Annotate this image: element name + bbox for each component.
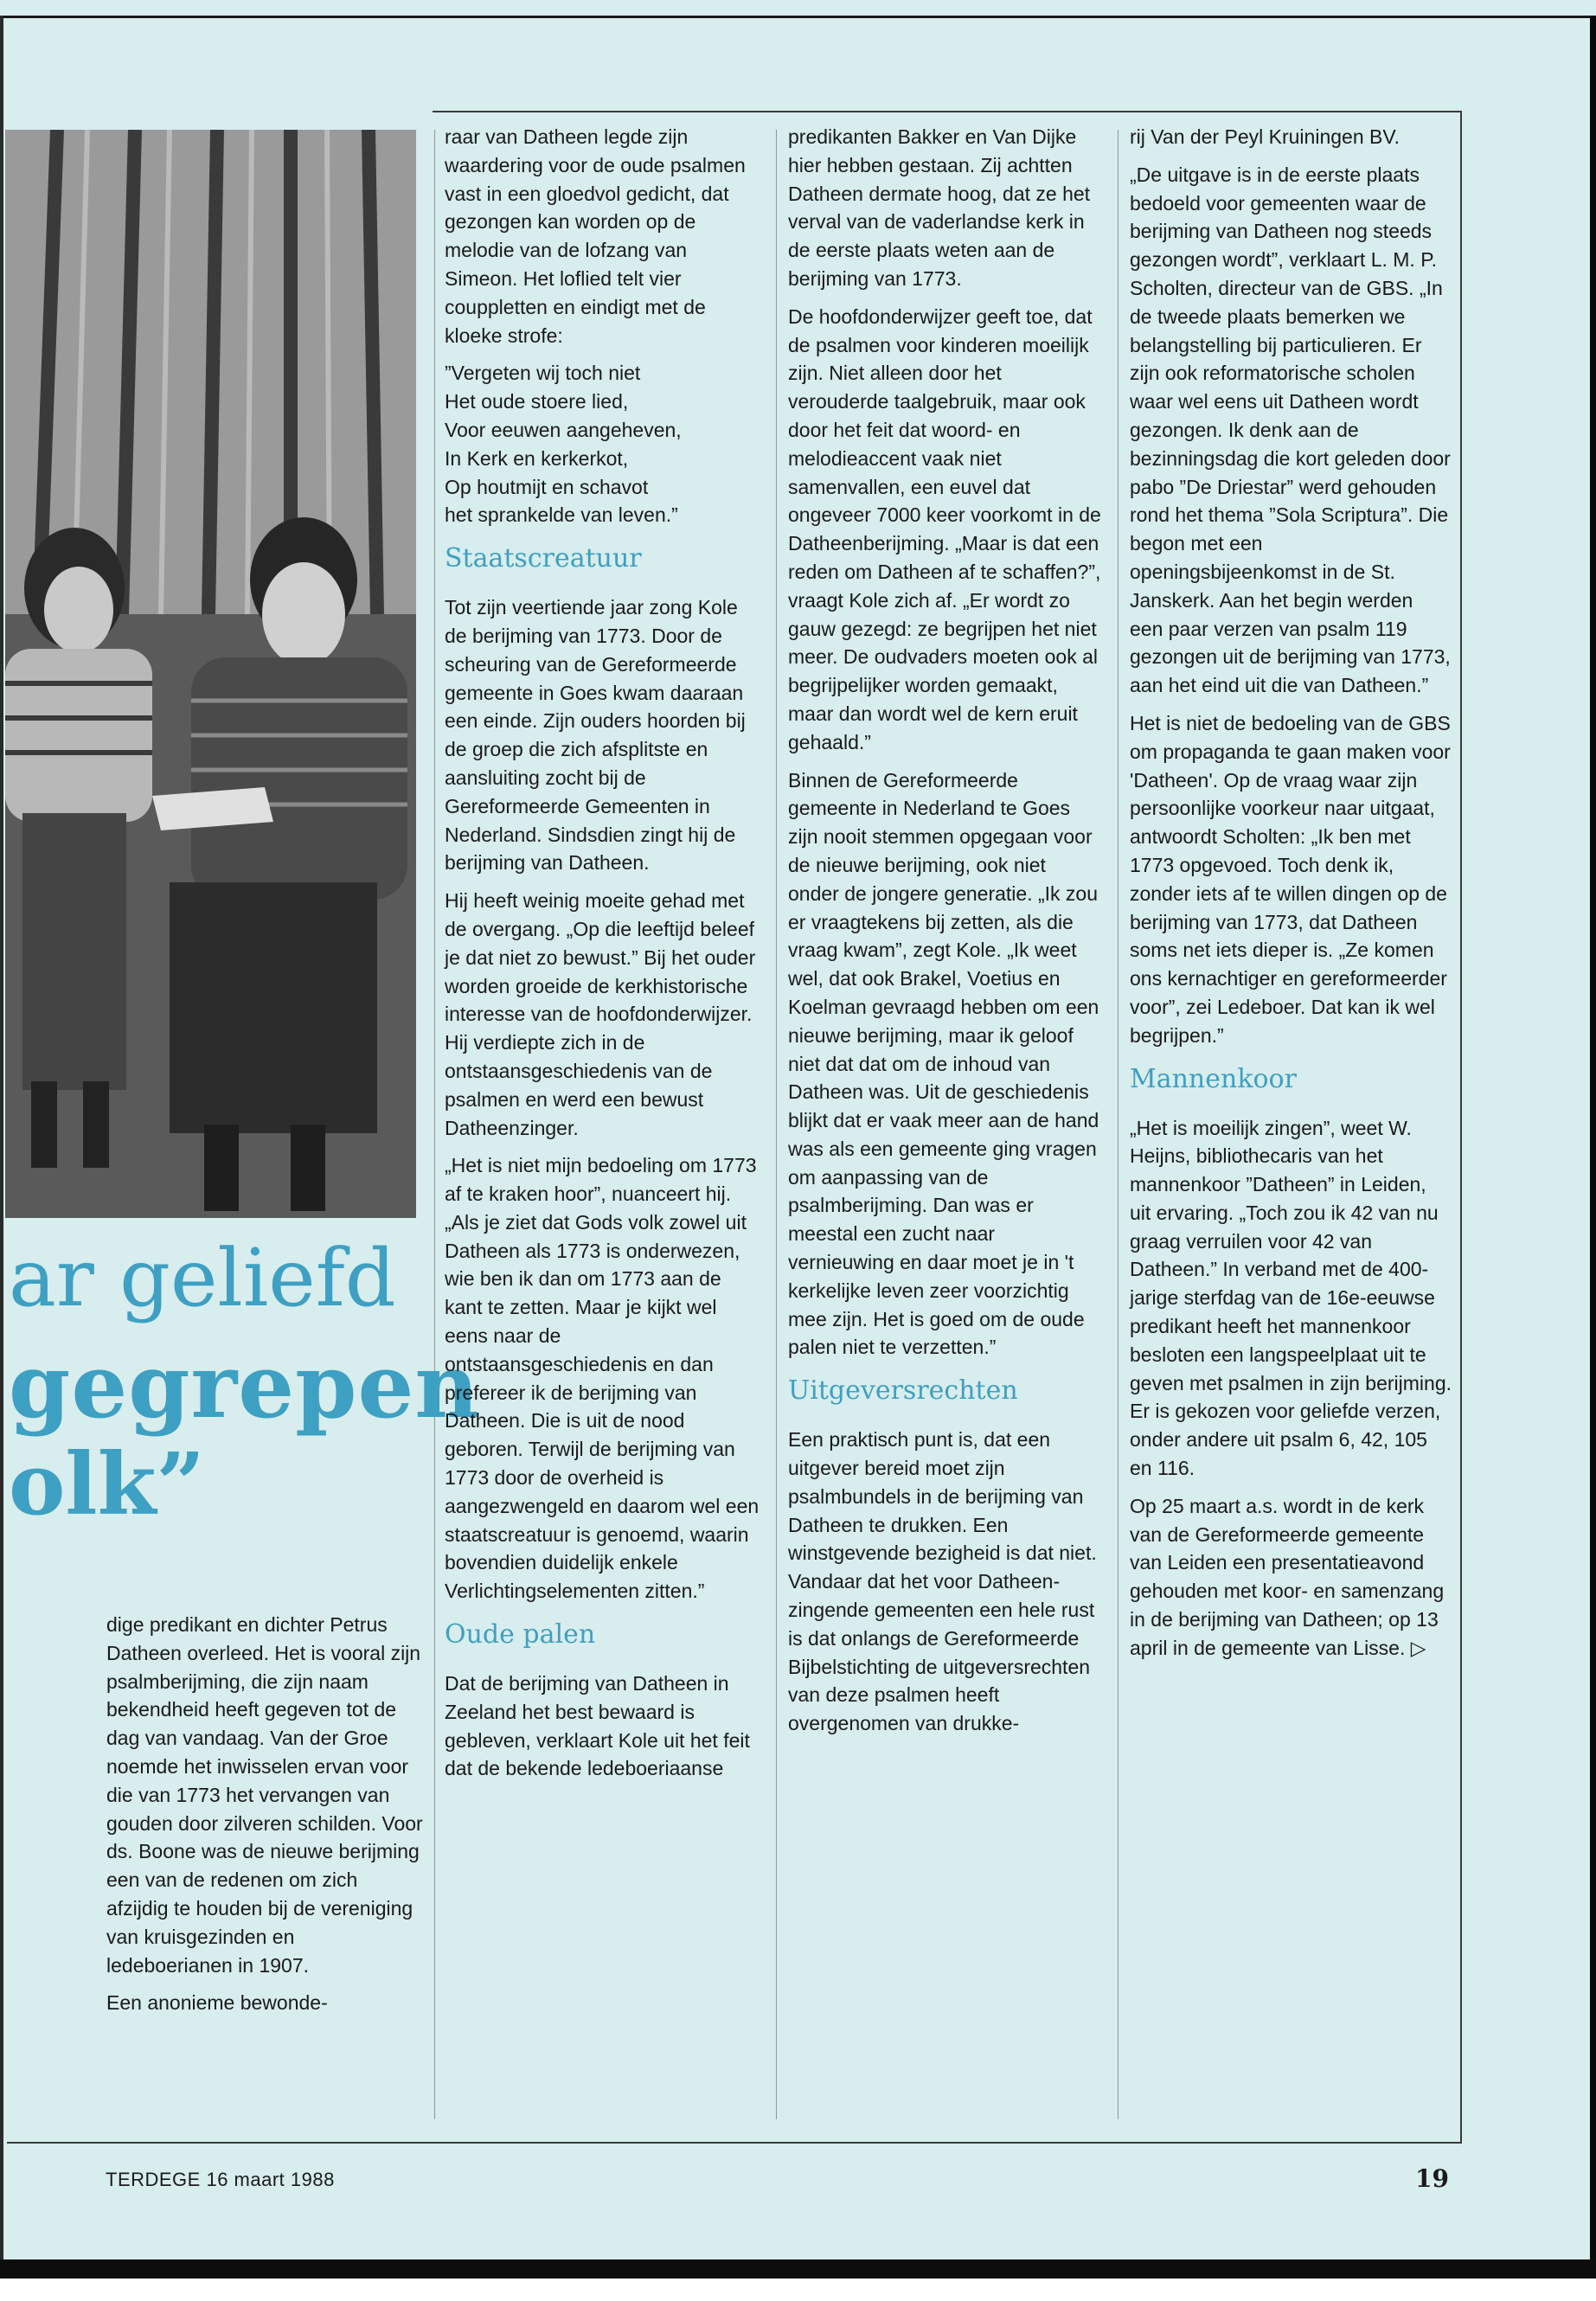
paragraph: „Het is niet mijn bedoeling om 1773 af te kraken hoor”, nuanceert hij. „Als je ziet dat Gods volk zowel uit Datheen als 1773 is onderwezen, wie ben ik dan om 1773 aan de kant te zetten. Maar je kijkt wel eens naar de ontstaansgeschiedenis en dan prefereer ik de berijming van Datheen. Die is uit de nood geboren. Terwijl de berijming van 1773 door de overheid is aangezwengeld en daarom wel een staatscreatuur is genoemd, waarin bovendien duidelijk enkele Verlichtingselementen zitten.” [445,1154,760,1603]
page-number: 19 [1415,2164,1449,2193]
paragraph: Op 25 maart a.s. wordt in de kerk van de Gereformeerde gemeente van Leiden een presentatieavond gehouden met koor- en samenzang in de berijming van Datheen; op 13 april in de gemeente van Lisse. ▷ [1130,1494,1445,1659]
paragraph: Hij heeft weinig moeite gehad met de overgang. „Op die leeftijd beleef je dat niet zo bewust.” Bij het ouder worden groeide de kerkhistorische interesse van de hoofdonderwijzer. Hij verdiepte zich in de ontstaansgeschiedenis van de psalmen en werd een bewust Datheenzinger. [445,889,756,1139]
paragraph: Een praktisch punt is, dat een uitgever bereid moet zijn psalmbundels in de berijming van Datheen te drukken. Een winstgevende bezigheid is dat niet. Vandaar dat het voor Datheen-zingende gemeenten een hele rust is dat onlangs de Gereformeerde Bijbelstichting de uitgeversrechten van deze psalmen heeft overgenomen van drukke- [788,1428,1097,1735]
page-left-edge [0,16,3,2273]
headline-line-2: gegrepen [9,1335,480,1439]
paragraph: Tot zijn veertiende jaar zong Kole de berijming van 1773. Door de scheuring van de Gereformeerde gemeente in Goes kwam daaraan een einde. Zijn ouders hoorden bij de groep die zich afsplitste en aansluiting zocht bij de Gereformeerde Gemeenten in Nederland. Sindsdien zingt hij de berijming van Datheen. [445,596,746,875]
paragraph: dige predikant en dichter Petrus Datheen overleed. Het is vooral zijn psalmberijming, die zijn naam bekendheid heeft gegeven tot de dag van vandaag. Van der Groe noemde het inwisselen ervan voor die van 1773 het vervangen van gouden door zilveren schilden. Voor ds. Boone was de nieuwe berijming een van de redenen om zich afzijdig te houden bij de vereniging van kruisgezinden en ledeboerianen in 1907. [106,1613,423,1977]
page-right-edge [1590,16,1596,2273]
headline-line-1: ar geliefd [9,1232,396,1324]
paragraph: „Het is moeilijk zingen”, weet W. Heijns, bibliothecaris van het mannenkoor ”Datheen” in Leiden, uit ervaring. „Toch zou ik 42 van nu graag verruilen voor 42 van Datheen.” In verband met de 400-jarige sterfdag van de 16e-eeuwse predikant heeft het mannenkoor besloten een langspeelplaat uit te geven met psalmen in zijn berijming. Er is gekozen voor geliefde verzen, onder andere uit psalm 6, 42, 105 en 116. [1130,1116,1452,1480]
paragraph: predikanten Bakker en Van Dijke hier hebben gestaan. Zij achtten Datheen dermate hoog, dat ze het verval van de vaderlandse kerk in de eerste plaats weten aan de berijming van 1773. [788,125,1091,290]
page-top-edge [0,16,1596,18]
paragraph: Binnen de Gereformeerde gemeente in Nederland te Goes zijn nooit stemmen opgegaan voor de nieuwe berijming, ook niet onder de jongere generatie. „Ik zou er vraagtekens bij zetten, als die vraag kwam”, zegt Kole. „Ik weet wel, dat ook Brakel, Voetius en Koelman gevraagd hebben om een nieuwe berijming, maar ik geloof niet dat dat om de inhoud van Datheen was. Uit de geschiedenis blijkt dat er vaak meer aan de hand was als een gemeente ging vragen om aanpassing van de psalmberijming. Dan was er meestal een zucht naar vernieuwing en daar moet je in 't kerkelijke leven zeer voorzichtig mee zijn. Het is goed om de oude palen niet te verzetten.” [788,768,1099,1359]
footer-publication: TERDEGE 16 maart 1988 [106,2169,335,2190]
article-column-2 [445,123,760,1792]
column-rule [776,130,777,2119]
article-column-1 [106,1611,425,2027]
section-heading: Oude palen [445,1619,596,1650]
paragraph: rij Van der Peyl Kruiningen BV. [1130,125,1400,148]
article-column-3 [788,123,1101,1747]
section-heading: Staatscreatuur [445,543,642,574]
scan-bottom-edge [0,2259,1596,2279]
column-rule [434,130,435,2119]
section-heading: Uitgeversrechten [788,1375,1018,1407]
paragraph: Een anonieme bewonde- [106,1991,328,2015]
article-column-4 [1130,123,1452,1672]
article-frame-top [433,111,1462,112]
article-frame-bottom [7,2142,1462,2144]
headline-line-3: olk” [9,1435,205,1535]
paragraph: De hoofdonderwijzer geeft toe, dat de psalmen voor kinderen moeilijk zijn. Niet alleen door het verouderde taalgebruik, maar ook door het feit dat woord- en melodieaccent vaak niet samenvallen, een euvel dat ongeveer 7000 keer voorkomt in de Datheenberijming. „Maar is dat een reden om Datheen af te schaffen?”, vraagt Kole zich af. „Er wordt zo gauw gezegd: ze begrijpen het niet meer. De oudvaders moeten ook al begrijpelijker worden gemaakt, maar dan wordt wel de kern eruit gehaald.” [788,304,1101,753]
poem-quote: ”Vergeten wij toch niet Het oude stoere lied, Voor eeuwen aangeheven, In Kerk en kerkerkot, Op houtmijt en schavot het sprankelde van leven.” [445,362,682,527]
article-photo [5,130,416,1218]
paragraph: Het is niet de bedoeling van de GBS om propaganda te gaan maken voor 'Datheen'. Op de vraag waar zijn persoonlijke voorkeur naar uitgaat, antwoordt Scholten: „Ik ben met 1773 opgevoed. Toch denk ik, zonder iets af te willen dingen op de berijming van 1773, dat Datheen soms net iets dieper is. „Ze komen ons kernachtiger en gereformeerder voor”, zei Ledeboer. Dat kan ik wel begrijpen.” [1130,711,1451,1047]
photo-two-girls-singing [5,130,416,1218]
paragraph: raar van Datheen legde zijn waardering voor de oude psalmen vast in een gloedvol gedicht, dat gezongen kan worden op de melodie van de lofzang van Simeon. Het loflied telt vier couppletten en eindigt met de kloeke strofe: [445,125,746,347]
section-heading: Mannenkoor [1130,1063,1297,1094]
paragraph: Dat de berijming van Datheen in Zeeland het best bewaard is gebleven, verklaart Kole uit het feit dat de bekende ledeboeriaanse [445,1672,750,1780]
article-frame-right [1460,111,1462,2144]
paragraph: „De uitgave is in de eerste plaats bedoeld voor gemeenten waar de berijming van Datheen nog steeds gezongen wordt”, verklaart L. M. P. Scholten, directeur van de GBS. „In de tweede plaats bemerken we belangstelling bij particulieren. Er zijn ook reformatorische scholen waar wel eens uit Datheen wordt gezongen. Ik denk aan de bezinningsdag die kort geleden door pabo ”De Driestar” werd gehouden rond het thema ”Sola Scriptura”. Die begon met een openingsbijeenkomst in de St. Janskerk. Aan het begin werden een paar verzen van psalm 119 gezongen uit de berijming van 1773, aan het eind uit die van Datheen.” [1130,163,1451,697]
